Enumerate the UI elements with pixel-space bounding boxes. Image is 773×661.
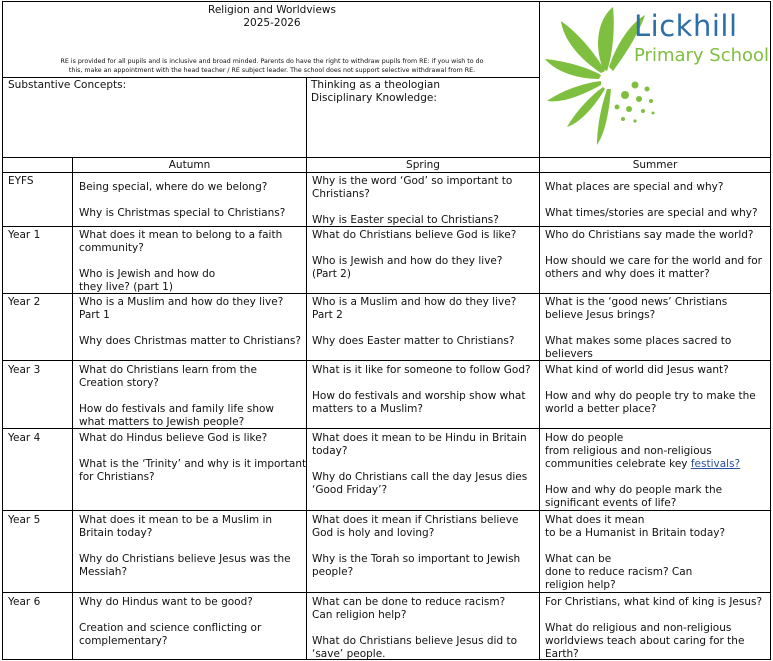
topic-line: believe Jesus brings?: [545, 309, 656, 321]
cell-year2-spring: [312, 296, 516, 348]
festivals-link[interactable]: festivals?: [690, 458, 741, 470]
topic-line: worldviews teach about caring for the: [545, 635, 745, 647]
topic-line: from religious and non-religious: [545, 445, 712, 457]
topic-line: complementary?: [79, 635, 168, 647]
topic-line: Why is Christmas special to Christians?: [79, 207, 286, 219]
topic-line: ‘save’ people.: [312, 648, 386, 660]
topic-line: Who is Jewish and how do they live?: [312, 255, 503, 267]
cell-year3-autumn: [79, 364, 274, 429]
cell-year2-autumn: [79, 296, 301, 348]
topic-line: today?: [312, 445, 348, 457]
topic-line: How do festivals and family life show: [79, 403, 275, 415]
disciplinary-knowledge-label: Disciplinary Knowledge:: [311, 92, 437, 104]
topic-text: communities celebrate key: [545, 458, 691, 470]
border-top: [2, 1, 771, 2]
topic-line: Who is Jewish and how do: [79, 268, 216, 280]
logo-school-sub: Primary School: [634, 45, 770, 66]
cell-year4-spring: [312, 432, 527, 497]
topic-line: Part 1: [79, 309, 110, 321]
topic-line: Why do Christians believe Jesus was the: [79, 553, 291, 565]
topic-line: For Christians, what kind of king is Jesus?: [545, 596, 763, 608]
topic-line: to be a Humanist in Britain today?: [545, 527, 726, 539]
topic-line: Why is the Torah so important to Jewish: [312, 553, 521, 565]
topic-line: How do festivals and worship show what: [312, 390, 526, 402]
column-spring: Spring: [406, 159, 440, 171]
cell-year6-summer: [545, 596, 762, 661]
topic-line: for Christians?: [79, 471, 155, 483]
withdrawal-note-line-2: this, make an appointment with the head teacher / RE subject leader. The school does not support selective withdrawal from RE.: [68, 67, 476, 74]
topic-line: Why do Christians call the day Jesus dies: [312, 471, 528, 483]
topic-line: What is the ‘good news’ Christians: [545, 296, 728, 308]
cell-year6-autumn: [79, 596, 261, 648]
topic-line: people?: [312, 566, 354, 578]
topic-line: religion help?: [545, 579, 616, 591]
topic-line: done to reduce racism? Can: [545, 566, 693, 578]
year-label: Year 5: [8, 514, 41, 526]
academic-year: 2025-2026: [243, 17, 301, 29]
topic-line: Being special, where do we belong?: [79, 181, 268, 193]
topic-line: What can be: [545, 553, 612, 565]
cell-year5-summer: [545, 514, 725, 592]
cell-year1-spring: [312, 229, 516, 281]
cell-eyfs-summer: [545, 181, 758, 220]
row-line-6: [2, 592, 771, 593]
topic-line: Britain today?: [79, 527, 153, 539]
topic-line: Who do Christians say made the world?: [545, 229, 754, 241]
year-label: Year 6: [8, 596, 41, 608]
topic-line: What does it mean: [545, 514, 645, 526]
substantive-concepts-label: Substantive Concepts:: [8, 79, 127, 91]
topic-line: What does it mean to belong to a faith: [79, 229, 283, 241]
cell-year5-spring: [312, 514, 520, 579]
topic-line: others and why does it matter?: [545, 268, 710, 280]
topic-line: Who is a Muslim and how do they live?: [312, 296, 517, 308]
topic-line: significant events of life?: [545, 497, 677, 509]
topic-line: Messiah?: [79, 566, 128, 578]
curriculum-page: [2, 1, 771, 660]
topic-line: [545, 458, 740, 471]
topic-line: believers: [545, 348, 593, 360]
topic-line: Can religion help?: [312, 609, 407, 621]
topic-line: What do Christians learn from the: [79, 364, 257, 376]
cell-year5-autumn: [79, 514, 291, 579]
year-label: Year 1: [8, 229, 41, 241]
cell-year4-summer: [545, 432, 740, 510]
topic-line: what matters to Jewish people?: [79, 416, 245, 428]
column-autumn: Autumn: [168, 159, 211, 171]
year-label: EYFS: [8, 175, 34, 187]
cell-year1-autumn: [79, 229, 282, 294]
topic-line: Why does Easter matter to Christians?: [312, 335, 515, 347]
topic-line: What do Hindus believe God is like?: [79, 432, 268, 444]
cell-eyfs-autumn: [79, 181, 285, 220]
topic-line: Earth?: [545, 648, 579, 660]
topic-line: What is the ‘Trinity’ and why is it important: [79, 458, 307, 470]
cell-year6-spring: [312, 596, 517, 661]
divider-summer: [539, 1, 540, 660]
topic-line: What does it mean to be a Muslim in: [79, 514, 273, 526]
topic-line: community?: [79, 242, 144, 254]
withdrawal-note-line-1: RE is provided for all pupils and is inclusive and broad minded. Parents do have the right to withdraw pupils from RE: if you wish to do: [60, 58, 484, 65]
topic-line: What does it mean if Christians believe: [312, 514, 519, 526]
topic-line: Part 2: [312, 309, 343, 321]
topic-line: world a better place?: [545, 403, 657, 415]
topic-line: Why do Hindus want to be good?: [79, 596, 253, 608]
cell-year1-summer: [545, 229, 762, 281]
topic-line: What is it like for someone to follow God?: [312, 364, 531, 376]
topic-line: (Part 2): [312, 268, 351, 280]
row-line-5: [2, 510, 771, 511]
thinking-theologian-label: Thinking as a theologian: [311, 79, 440, 91]
withdrawal-note: [8, 57, 536, 75]
cell-year2-summer: [545, 296, 731, 361]
colhead-line: [2, 172, 771, 173]
topic-line: What kind of world did Jesus want?: [545, 364, 729, 376]
topic-line: Creation and science conflicting or: [79, 622, 262, 634]
cell-eyfs-spring: [312, 175, 512, 227]
topic-line: What places are special and why?: [545, 181, 724, 193]
topic-line: How do people: [545, 432, 624, 444]
topic-line: Who is a Muslim and how do they live?: [79, 296, 284, 308]
topic-line: ‘Good Friday’?: [312, 484, 388, 496]
topic-line: How should we care for the world and for: [545, 255, 762, 267]
year-label: Year 2: [8, 296, 41, 308]
topic-line: God is holy and loving?: [312, 527, 435, 539]
topic-line: What can be done to reduce racism?: [312, 596, 506, 608]
topic-line: Creation story?: [79, 377, 159, 389]
topic-line: Christians?: [312, 188, 370, 200]
header-line: [2, 77, 539, 78]
topic-line: they live? (part 1): [79, 281, 173, 293]
topic-line: Why is the word ‘God’ so important to: [312, 175, 513, 187]
cell-year3-summer: [545, 364, 756, 416]
logo-school-name: Lickhill: [634, 9, 738, 43]
year-label: Year 4: [8, 432, 41, 444]
topic-line: What makes some places sacred to: [545, 335, 732, 347]
column-summer: Summer: [632, 159, 678, 171]
divider-year: [72, 157, 73, 660]
cell-year4-autumn: [79, 432, 306, 484]
topic-line: What do religious and non-religious: [545, 622, 732, 634]
topic-line: matters to a Muslim?: [312, 403, 423, 415]
topic-line: What times/stories are special and why?: [545, 207, 758, 219]
topic-line: How and why do people try to make the: [545, 390, 756, 402]
topic-line: How and why do people mark the: [545, 484, 723, 496]
topic-line: What do Christians believe God is like?: [312, 229, 517, 241]
topic-line: Why is Easter special to Christians?: [312, 214, 499, 226]
year-label: Year 3: [8, 364, 41, 376]
topic-line: What does it mean to be Hindu in Britain: [312, 432, 527, 444]
page-title: Religion and Worldviews: [208, 4, 336, 16]
cell-year3-spring: [312, 364, 531, 416]
border-left: [2, 1, 3, 660]
topic-line: What do Christians believe Jesus did to: [312, 635, 518, 647]
topic-line: Why does Christmas matter to Christians?: [79, 335, 301, 347]
